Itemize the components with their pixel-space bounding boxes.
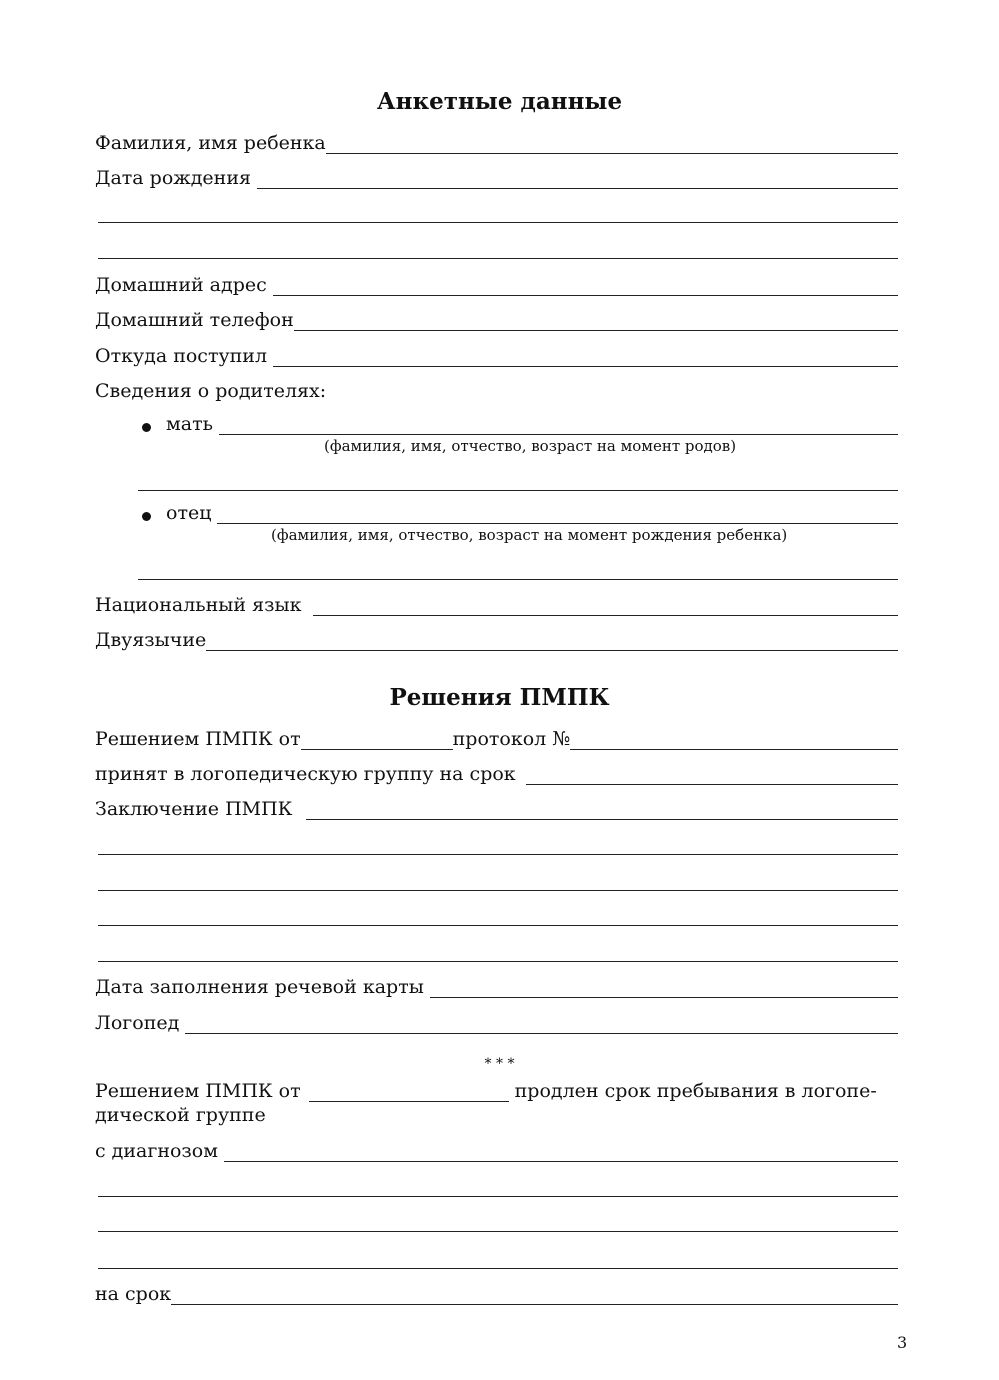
came-from-blank[interactable]: [273, 348, 898, 367]
home-address-label: Домашний адрес: [95, 274, 267, 296]
extended-stay-continued: дической группе: [95, 1104, 266, 1126]
native-language-label: Национальный язык: [95, 594, 302, 616]
field-birth-date: [95, 167, 898, 189]
father-blank[interactable]: [217, 505, 898, 524]
child-name-label: Фамилия, имя ребенка: [95, 132, 326, 154]
field-home-address: [95, 274, 898, 296]
page-number: 3: [897, 1333, 908, 1352]
speech-therapist-blank[interactable]: [185, 1015, 898, 1034]
field-term: [95, 1283, 898, 1305]
field-pmpk-conclusion: [95, 798, 898, 820]
protocol-no-blank[interactable]: [570, 731, 898, 750]
fill-date-blank[interactable]: [430, 979, 898, 998]
section-title-personal-data: Анкетные данные: [376, 88, 623, 115]
came-from-label: Откуда поступил: [95, 345, 268, 367]
bullet-icon: [138, 419, 154, 435]
father-blank-continued[interactable]: [138, 579, 898, 580]
home-address-blank[interactable]: [273, 277, 898, 296]
accepted-term-blank[interactable]: [526, 766, 898, 785]
decision-from-2-label: Решением ПМПК от: [95, 1080, 301, 1102]
blank-line[interactable]: [98, 961, 898, 962]
child-name-blank[interactable]: [326, 135, 898, 154]
decision-from-label: Решением ПМПК от: [95, 728, 301, 750]
father-label: отец: [166, 502, 212, 524]
mother-blank-continued[interactable]: [138, 490, 898, 491]
blank-line[interactable]: [98, 854, 898, 855]
blank-line[interactable]: [98, 222, 898, 223]
field-father: [138, 502, 898, 524]
mother-caption: (фамилия, имя, отчество, возраст на момент родов): [324, 437, 737, 455]
birth-date-label: Дата рождения: [95, 167, 251, 189]
field-home-phone: [95, 309, 898, 331]
bullet-icon: [138, 508, 154, 524]
conclusion-blank[interactable]: [306, 801, 898, 820]
parents-info-label: Сведения о родителях:: [95, 380, 327, 402]
term-blank[interactable]: [171, 1286, 898, 1305]
home-phone-label: Домашний телефон: [95, 309, 294, 331]
blank-line[interactable]: [98, 258, 898, 259]
extended-stay-label: продлен срок пребывания в логопе-: [514, 1080, 877, 1102]
field-pmpk-decision: [95, 728, 898, 750]
section-separator: * * *: [484, 1056, 515, 1072]
conclusion-label: Заключение ПМПК: [95, 798, 293, 820]
father-caption: (фамилия, имя, отчество, возраст на момент рождения ребенка): [271, 526, 788, 544]
speech-therapist-label: Логопед: [95, 1012, 180, 1034]
decision-date-blank[interactable]: [301, 731, 453, 750]
term-label: на срок: [95, 1283, 172, 1305]
field-bilingualism: [95, 629, 898, 651]
section-title-pmpk-decisions: Решения ПМПК: [389, 684, 610, 711]
field-fill-date: [95, 976, 898, 998]
blank-line[interactable]: [98, 925, 898, 926]
diagnosis-blank[interactable]: [224, 1143, 898, 1162]
field-diagnosis: [95, 1140, 898, 1162]
blank-line[interactable]: [98, 890, 898, 891]
mother-blank[interactable]: [219, 416, 898, 435]
blank-line[interactable]: [98, 1196, 898, 1197]
protocol-no-label: протокол №: [452, 728, 571, 750]
diagnosis-label: с диагнозом: [95, 1140, 219, 1162]
blank-line[interactable]: [98, 1231, 898, 1232]
blank-line[interactable]: [98, 1268, 898, 1269]
field-accepted-group: [95, 763, 898, 785]
native-language-blank[interactable]: [313, 597, 898, 616]
birth-date-blank[interactable]: [257, 170, 898, 189]
field-native-language: [95, 594, 898, 616]
extension-date-blank[interactable]: [309, 1083, 509, 1102]
bilingualism-label: Двуязычие: [95, 629, 207, 651]
field-speech-therapist: [95, 1012, 898, 1034]
mother-label: мать: [166, 413, 213, 435]
accepted-group-label: принят в логопедическую группу на срок: [95, 763, 516, 785]
field-mother: [138, 413, 898, 435]
field-child-name: [95, 132, 898, 154]
bilingualism-blank[interactable]: [206, 632, 898, 651]
field-extended-stay: [95, 1080, 898, 1102]
field-came-from: [95, 345, 898, 367]
fill-date-label: Дата заполнения речевой карты: [95, 976, 424, 998]
home-phone-blank[interactable]: [294, 312, 898, 331]
